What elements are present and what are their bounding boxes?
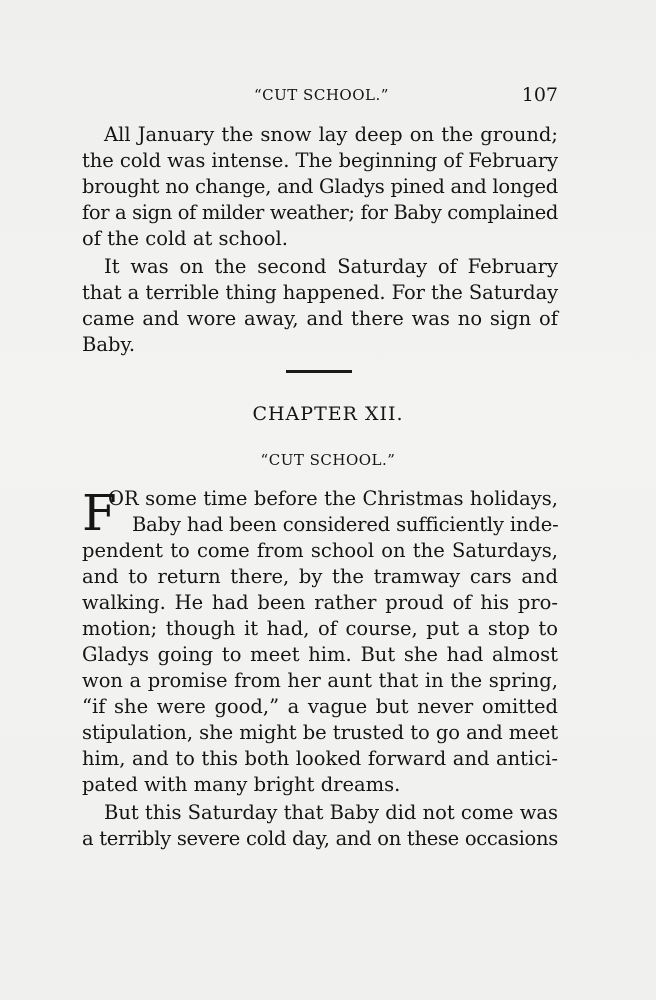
chapter-body xyxy=(82,486,558,856)
text-line: Baby. xyxy=(82,333,136,356)
previous-chapter-ending xyxy=(82,122,558,362)
text-line: stipulation, she might be trusted to go and meet xyxy=(82,721,558,744)
text-line: for a sign of milder weather; for Baby complained xyxy=(82,201,558,224)
text-line: brought no change, and Gladys pined and longed xyxy=(82,175,558,198)
text-line: the cold was intense. The beginning of February xyxy=(82,149,559,172)
text-line: won a promise from her aunt that in the spring, xyxy=(82,669,558,692)
text-line: that a terrible thing happened. For the Saturday xyxy=(82,281,559,304)
text-line: him, and to this both looked forward and antici- xyxy=(82,747,558,770)
page-number: 107 xyxy=(521,84,558,106)
text-line: and to return there, by the tramway cars and xyxy=(82,565,558,588)
text-line: OR some time before the Christmas holidays, xyxy=(108,487,558,510)
running-title: “CUT SCHOOL.” xyxy=(254,86,389,104)
text-line: Baby had been considered sufficiently inde- xyxy=(132,513,559,536)
text-line: Gladys going to meet him. But she had almost xyxy=(82,643,558,666)
chapter-subtitle: “CUT SCHOOL.” xyxy=(260,451,396,469)
text-line: walking. He had been rather proud of his pro- xyxy=(82,591,558,614)
running-head xyxy=(82,84,558,108)
chapter-heading: CHAPTER XII. xyxy=(252,403,404,425)
text-line: a terribly severe cold day, and on these occasions xyxy=(82,827,558,850)
text-line: All January the snow lay deep on the ground; xyxy=(104,123,558,146)
text-line: But this Saturday that Baby did not come was xyxy=(104,801,558,824)
text-line: pendent to come from school on the Saturdays, xyxy=(82,539,558,562)
text-line: of the cold at school. xyxy=(82,227,288,250)
text-line: motion; though it had, of course, put a stop to xyxy=(82,617,558,640)
text-line: came and wore away, and there was no sign of xyxy=(82,307,558,330)
text-line: It was on the second Saturday of February xyxy=(104,255,558,278)
section-divider xyxy=(286,370,352,373)
drop-cap: F xyxy=(82,484,117,542)
text-line: “if she were good,” a vague but never omitted xyxy=(82,695,558,718)
text-line: pated with many bright dreams. xyxy=(82,773,401,796)
